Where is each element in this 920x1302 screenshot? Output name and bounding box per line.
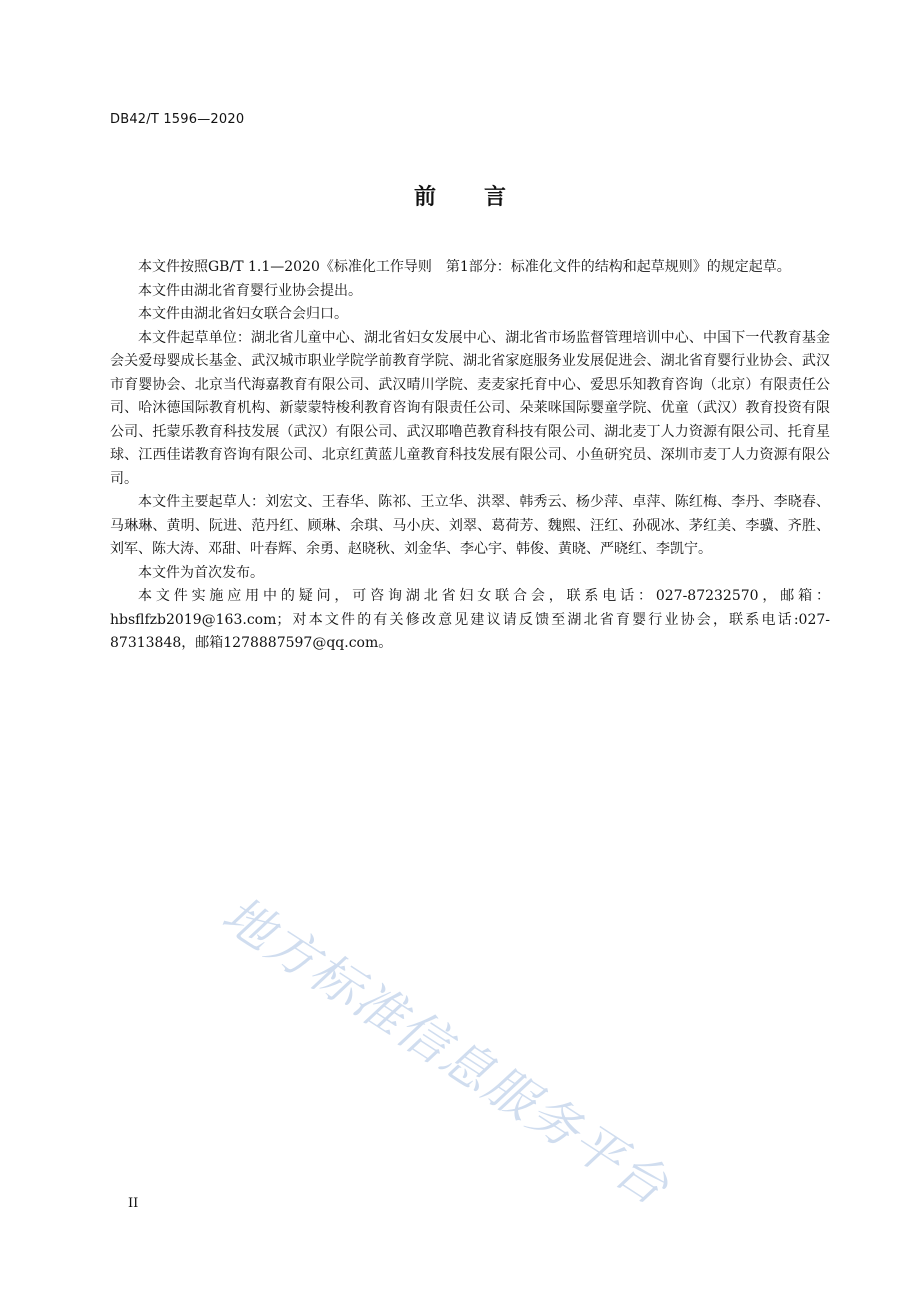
paragraph-drafters: 本文件主要起草人：刘宏文、王春华、陈祁、王立华、洪翠、韩秀云、杨少萍、卓萍、陈红梅、李丹、李晓春、马琳琳、黄明、阮进、范丹红、顾琳、余琪、马小庆、刘翠、葛荷芳、魏熙、汪红、孙砚冰、茅红美、李骥、齐胜、刘军、陈大涛、邓甜、叶春辉、余勇、赵晓秋、刘金华、李心宇、韩俊、黄晓、严晓红、李凯宁。	[110, 494, 830, 557]
page-number: II	[128, 1196, 139, 1211]
page-title: 前言	[413, 185, 554, 210]
foreword-body	[110, 256, 830, 656]
paragraph-drafting-units: 本文件起草单位：湖北省儿童中心、湖北省妇女发展中心、湖北省市场监督管理培训中心、中国下一代教育基金会关爱母婴成长基金、武汉城市职业学院学前教育学院、湖北省家庭服务业发展促进会、湖北省育婴行业协会、武汉市育婴协会、北京当代海嘉教育有限公司、武汉晴川学院、麦麦家托育中心、爱思乐知教育咨询（北京）有限责任公司、哈沐德国际教育机构、新蒙蒙特梭利教育咨询有限责任公司、朵莱咪国际婴童学院、优童（武汉）教育投资有限公司、托蒙乐教育科技发展（武汉）有限公司、武汉耶噜芭教育科技有限公司、湖北麦丁人力资源有限公司、托育星球、江西佳诺教育咨询有限公司、北京红黄蓝儿童教育科技发展有限公司、小鱼研究员、深圳市麦丁人力资源有限公司。	[110, 329, 830, 487]
paragraph-centralized-unit: 本文件由湖北省妇女联合会归口。	[138, 306, 348, 322]
document-code: DB42/T 1596—2020	[110, 112, 245, 127]
paragraph-first-release: 本文件为首次发布。	[138, 564, 264, 581]
watermark: 地方标准信息服务平台	[212, 885, 680, 1217]
paragraph-proposer: 本文件由湖北省育婴行业协会提出。	[138, 282, 362, 299]
paragraph-drafting-rules: 本文件按照GB/T 1.1—2020《标准化工作导则 第1部分：标准化文件的结构和起草规则》的规定起草。	[138, 259, 791, 275]
paragraph-contact: 本文件实施应用中的疑问，可咨询湖北省妇女联合会，联系电话：027-87232570，邮箱：hbsflfzb2019@163.com；对本文件的有关修改意见建议请反馈至湖北省育婴行业协会，联系电话:027-87313848，邮箱1278887597@qq.com。	[110, 588, 830, 651]
